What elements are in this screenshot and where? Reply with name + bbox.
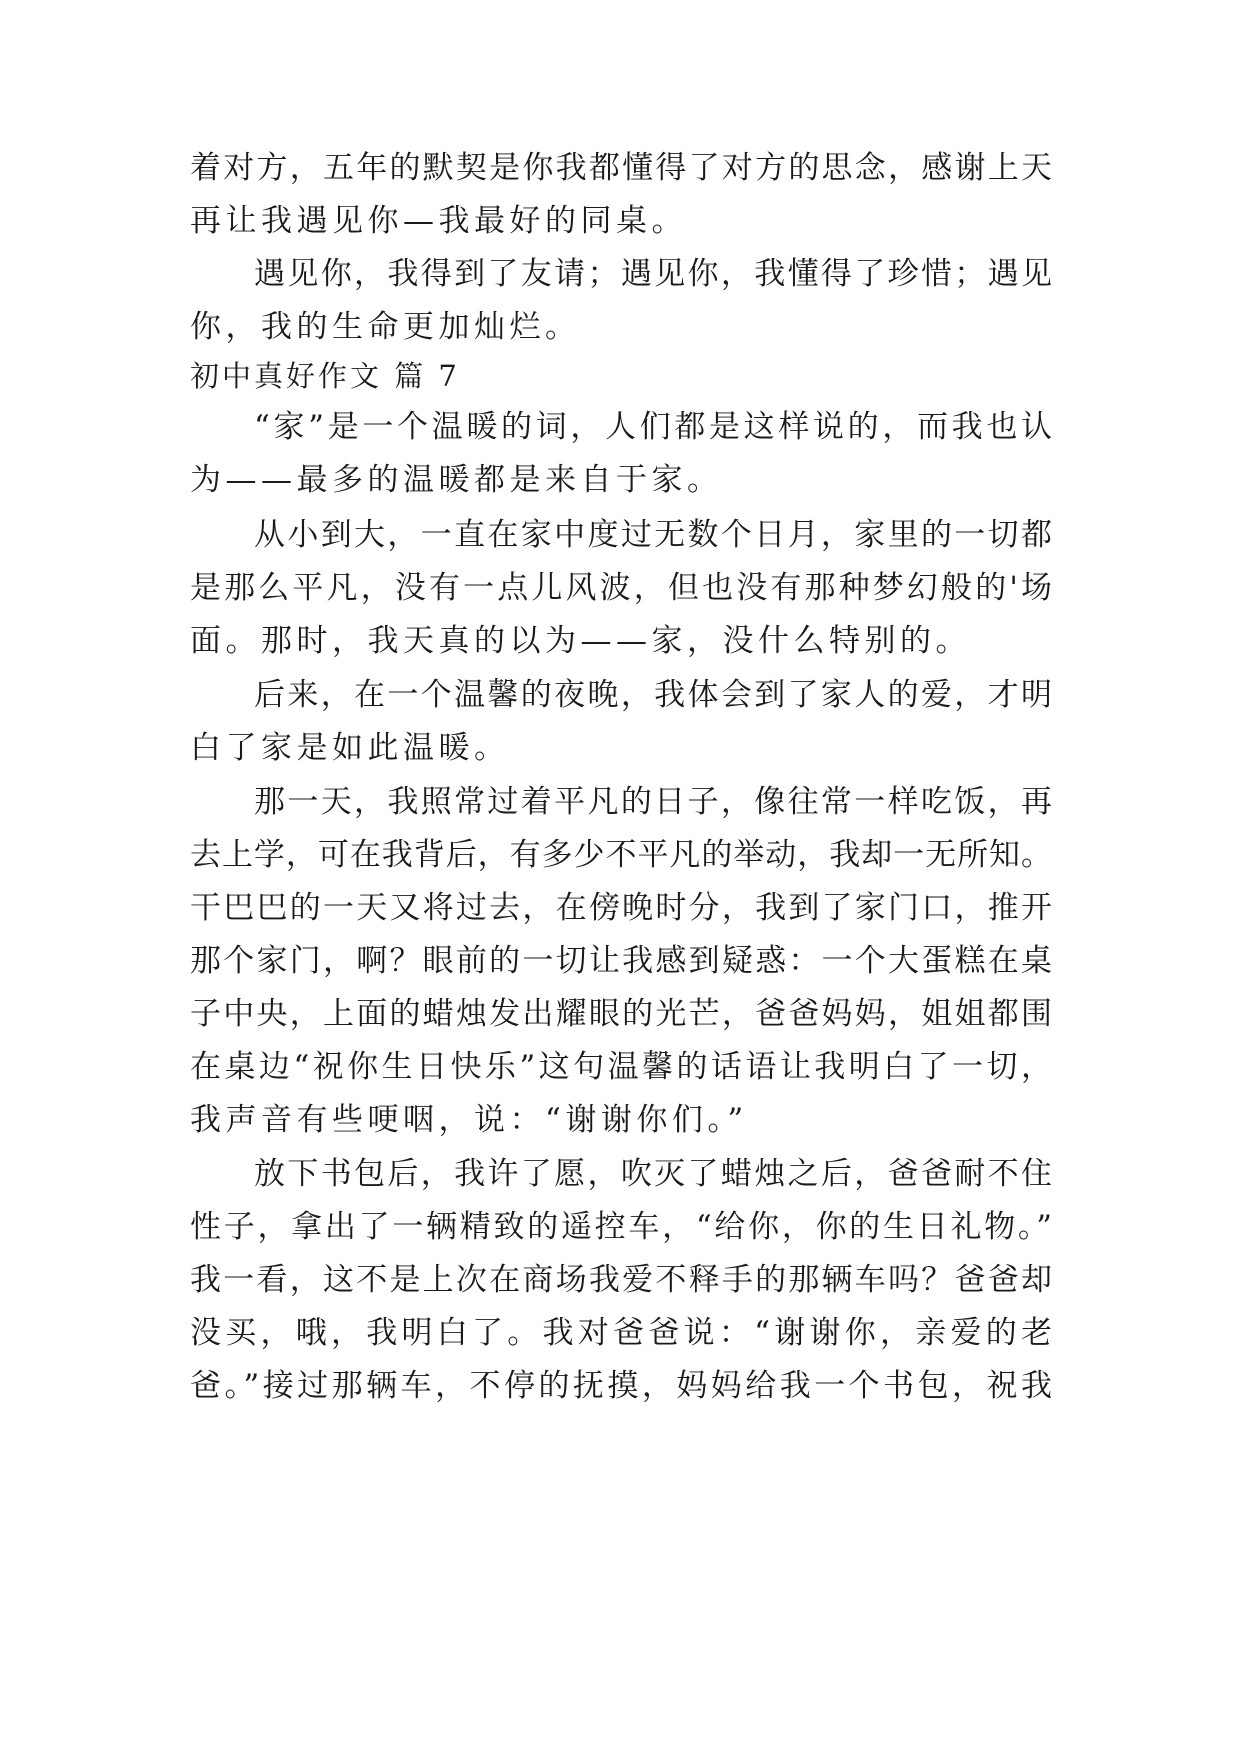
text-line: 后来，在一个温馨的夜晚，我体会到了家人的爱，才明 [254,677,1052,713]
text-line: 是那么平凡，没有一点儿风波，但也没有那种梦幻般的'场 [190,570,1052,606]
text-line: 你，我的生命更加灿烂。 [190,309,581,345]
text-line: 子中央，上面的蜡烛发出耀眼的光芒，爸爸妈妈，姐姐都围 [190,996,1052,1032]
text-line: 爸。”接过那辆车，不停的抚摸，妈妈给我一个书包，祝我 [190,1368,1052,1404]
text-line: 着对方，五年的默契是你我都懂得了对方的思念，感谢上天 [190,150,1052,186]
text-line: 遇见你，我得到了友请；遇见你，我懂得了珍惜；遇见 [254,256,1052,292]
text-line: 面。那时，我天真的以为——家，没什么特别的。 [190,623,971,659]
section-heading: 初中真好作文 篇 7 [190,359,460,393]
text-line: 那一天，我照常过着平凡的日子，像往常一样吃饭，再 [254,784,1052,820]
text-line: “家”是一个温暖的词，人们都是这样说的，而我也认 [254,409,1052,445]
text-line: 白了家是如此温暖。 [190,730,510,766]
text-line: 没买，哦，我明白了。我对爸爸说：“谢谢你，亲爱的老 [190,1315,1052,1351]
text-line: 在桌边“祝你生日快乐”这句温馨的话语让我明白了一切， [190,1049,1052,1085]
text-line: 我声音有些哽咽，说：“谢谢你们。” [190,1102,748,1138]
text-line: 性子，拿出了一辆精致的遥控车，“给你，你的生日礼物。” [190,1209,1052,1245]
text-line: 干巴巴的一天又将过去，在傍晚时分，我到了家门口，推开 [190,890,1052,926]
text-line: 去上学，可在我背后，有多少不平凡的举动，我却一无所知。 [190,837,1052,873]
text-line: 再让我遇见你—我最好的同桌。 [190,203,687,239]
text-line: 我一看，这不是上次在商场我爱不释手的那辆车吗？爸爸却 [190,1262,1052,1298]
text-line: 从小到大，一直在家中度过无数个日月，家里的一切都 [254,517,1052,553]
text-line: 为——最多的温暖都是来自于家。 [190,462,723,498]
text-line: 那个家门，啊？眼前的一切让我感到疑惑：一个大蛋糕在桌 [190,943,1052,979]
text-line: 放下书包后，我许了愿，吹灭了蜡烛之后，爸爸耐不住 [254,1156,1052,1192]
